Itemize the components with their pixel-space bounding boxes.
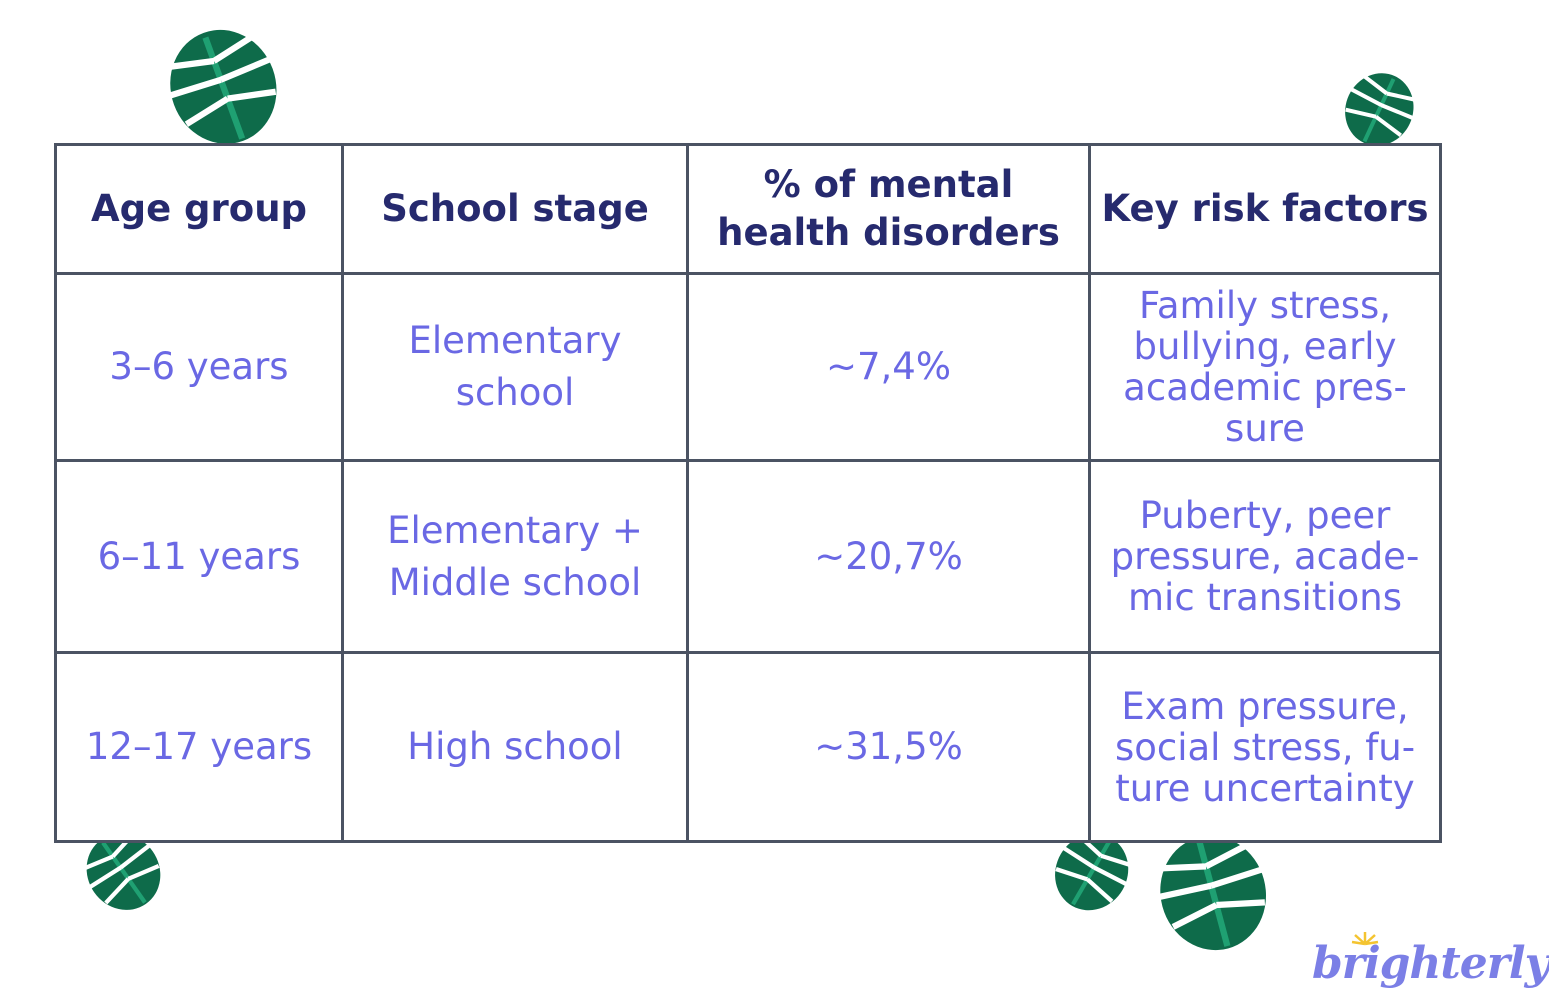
table-row (56, 274, 1441, 461)
table-header-row (56, 145, 1441, 274)
monstera-leaf-icon (1140, 828, 1285, 953)
cell-stage: High school (343, 653, 688, 842)
mental-health-table (54, 143, 1442, 843)
cell-risk: Family stress, bullying, early academic pres-sure (1090, 274, 1441, 461)
cell-age: 6–11 years (56, 461, 343, 653)
cell-percent: ~7,4% (688, 274, 1090, 461)
cell-stage: Elementary + Middle school (343, 461, 688, 653)
cell-stage: Elementary school (343, 274, 688, 461)
cell-percent: ~31,5% (688, 653, 1090, 842)
brighterly-logo (1312, 930, 1549, 996)
header-percent-disorders: % of mental health disorders (688, 145, 1090, 274)
monstera-leaf-icon (150, 22, 295, 147)
header-key-risk-factors: Key risk factors (1090, 145, 1441, 274)
cell-risk: Exam pressure, social stress, fu-ture uncertainty (1090, 653, 1441, 842)
cell-risk: Puberty, peer pressure, acade-mic transitions (1090, 461, 1441, 653)
cell-age: 3–6 years (56, 274, 343, 461)
cell-percent: ~20,7% (688, 461, 1090, 653)
header-age-group: Age group (56, 145, 343, 274)
header-school-stage: School stage (343, 145, 688, 274)
table-row (56, 461, 1441, 653)
cell-age: 12–17 years (56, 653, 343, 842)
monstera-leaf-icon (1335, 68, 1425, 148)
table-row (56, 653, 1441, 842)
brand-logo-text: brighterly (1312, 938, 1549, 989)
